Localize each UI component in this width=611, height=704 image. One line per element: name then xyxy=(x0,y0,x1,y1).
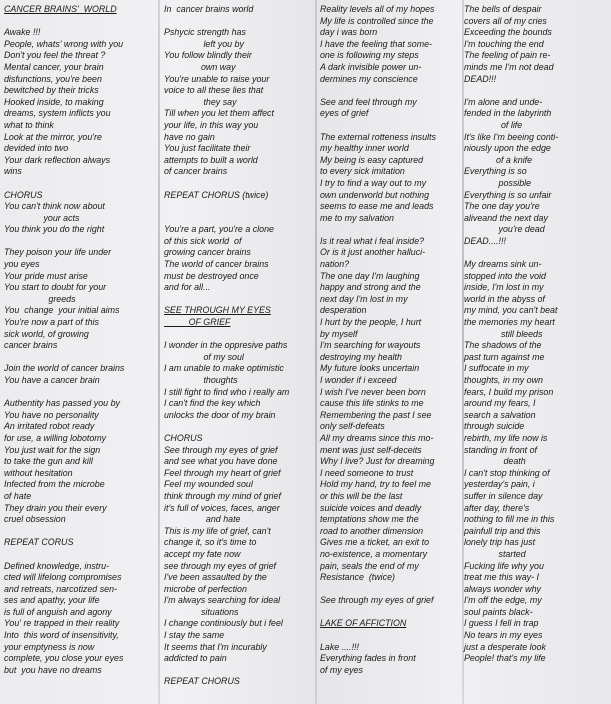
lyric-line: and for all... xyxy=(164,282,211,293)
lyric-line: seems to ease me and leads xyxy=(320,201,434,212)
lyric-line: without hesitation xyxy=(4,467,73,478)
lyric-line xyxy=(4,236,156,248)
lyric-line: You change your initial aims xyxy=(4,305,120,316)
lyric-line xyxy=(320,85,462,97)
lyric-line: you eyes xyxy=(4,259,40,270)
lyric-line: This is my life of grief, can't xyxy=(164,525,271,536)
lyric-line: Till when you let them affect xyxy=(164,108,274,119)
lyric-line: of this sick world of xyxy=(164,235,242,246)
lyric-line: You start to doubt for your xyxy=(4,282,107,293)
lyric-line: still bleeds xyxy=(464,328,543,339)
lyric-line: of cancer brains xyxy=(164,166,228,177)
lyric-line: Hold my hand, try to feel me xyxy=(320,479,431,490)
lyric-line: have no gain xyxy=(164,131,215,142)
lyric-line xyxy=(464,247,608,259)
lyric-line: world in the abyss of xyxy=(464,293,545,304)
lyric-line: unlocks the door of my brain xyxy=(164,409,276,420)
lyric-line: cancer brains xyxy=(4,340,58,351)
lyric-line: one is following my steps xyxy=(320,50,419,61)
lyric-line: possible xyxy=(464,177,532,188)
lyric-line: See through my eyes of grief xyxy=(320,595,434,606)
lyric-line xyxy=(320,224,462,236)
lyric-line: The feeling of pain re- xyxy=(464,50,551,61)
lyric-line: covers all of my cries xyxy=(464,15,547,26)
lyric-line: The bells of despair xyxy=(464,4,542,14)
lyrics-column-3 xyxy=(320,4,462,676)
lyric-line: OF GRIEF xyxy=(164,317,231,328)
page-fold xyxy=(315,0,317,704)
lyric-line: You're a part, you're a clone xyxy=(164,224,274,235)
lyric-line xyxy=(320,584,462,596)
lyric-line: just a desperate look xyxy=(464,641,546,652)
lyric-line: cruel obsession xyxy=(4,514,66,525)
lyric-line: Why I live? Just for dreaming xyxy=(320,456,435,467)
lyric-line: Everything is so xyxy=(464,166,527,177)
lyric-line: I'm always searching for ideal xyxy=(164,595,281,606)
lyric-line: You think you do the right xyxy=(4,224,105,235)
lyric-line: around my fears, I xyxy=(464,398,536,409)
lyric-line: Infected from the microbe xyxy=(4,479,105,490)
lyric-line: pain, seals the end of my xyxy=(320,560,419,571)
lyrics-column-4 xyxy=(464,4,608,665)
lyric-line: Feel through my heart of grief xyxy=(164,467,281,478)
lyric-line: lonely trip has just xyxy=(464,537,536,548)
lyric-line: addicted to pain xyxy=(164,653,227,664)
lyric-line: accept my fate now xyxy=(164,548,241,559)
lyric-line: An irritated robot ready xyxy=(4,421,95,432)
lyric-line: You have no personality xyxy=(4,409,99,420)
lyric-line: It's like I'm beeing conti- xyxy=(464,131,559,142)
lyric-line: You just wait for the sign xyxy=(4,444,101,455)
lyric-line: Everything fades in front xyxy=(320,653,416,664)
lyric-line: started xyxy=(464,548,526,559)
lyric-line: painfull trip and this xyxy=(464,525,541,536)
lyric-line: see through my eyes of grief xyxy=(164,560,276,571)
lyric-line: and see what you have done xyxy=(164,456,278,467)
lyric-line: Hooked inside, to making xyxy=(4,96,104,107)
lyric-line: Mental cancer, your brain xyxy=(4,61,104,72)
lyric-line: I can't find the key which xyxy=(164,398,261,409)
lyric-line: microbe of perfection xyxy=(164,583,247,594)
lyric-line: I stay the same xyxy=(164,630,225,641)
lyric-line: REPEAT CORUS xyxy=(4,537,74,548)
lyric-line: yesterday's pain, i xyxy=(464,479,535,490)
lyric-line: Join the world of cancer brains xyxy=(4,363,125,374)
lyric-line: you're dead xyxy=(464,224,545,235)
lyric-line: they say xyxy=(164,96,237,107)
lyric-line: Look at the mirror, you're xyxy=(4,131,102,142)
lyric-line: desperation xyxy=(320,305,367,316)
lyric-line xyxy=(164,329,314,341)
lyric-line: of a knife xyxy=(464,154,533,165)
lyric-line: eyes of grief xyxy=(320,108,369,119)
lyric-line: Awake !!! xyxy=(4,27,41,38)
lyric-line: and retreats, narcotized sen- xyxy=(4,583,117,594)
lyric-line: my healthy inner world xyxy=(320,143,409,154)
lyric-line xyxy=(164,294,314,306)
lyric-line: I try to find a way out to my xyxy=(320,177,427,188)
lyric-line: You're now a part of this xyxy=(4,317,99,328)
lyric-line: I am unable to make optimistic xyxy=(164,363,284,374)
lyric-line: me to my salvation xyxy=(320,212,394,223)
lyric-line: REPEAT CHORUS (twice) xyxy=(164,189,269,200)
lyric-line xyxy=(4,178,156,190)
lyric-line: A dark invisible power un- xyxy=(320,61,422,72)
lyric-line: Defined knowledge, instru- xyxy=(4,560,110,571)
lyric-line: DEAD!!! xyxy=(464,73,497,84)
lyric-line xyxy=(320,630,462,642)
lyric-line: Feel my wounded soul xyxy=(164,479,253,490)
lyric-line: only self-defeats xyxy=(320,421,385,432)
lyric-line: to take the gun and kill xyxy=(4,456,93,467)
lyric-line: always wonder why xyxy=(464,583,541,594)
lyric-line: My future looks uncertain xyxy=(320,363,420,374)
lyric-line: Fucking life why you xyxy=(464,560,544,571)
lyric-line: I've been assaulted by the xyxy=(164,572,267,583)
lyric-line: People! that's my life xyxy=(464,653,546,664)
lyric-line: My being is easy captured xyxy=(320,154,424,165)
lyric-line: ses and apathy, your life xyxy=(4,595,100,606)
lyric-line: nothing to fill me in this xyxy=(464,514,555,525)
lyric-line: think through my mind of grief xyxy=(164,490,281,501)
lyric-line: I guess I fell in trap xyxy=(464,618,539,629)
lyric-line: suicide voices and deadly xyxy=(320,502,422,513)
lyric-line: It seems that I'm incurably xyxy=(164,641,267,652)
lyric-line: Is it real what i feal inside? xyxy=(320,235,425,246)
lyric-line: of hate xyxy=(4,490,32,501)
lyric-line xyxy=(4,352,156,364)
lyric-line: I change continiously but i feel xyxy=(164,618,283,629)
lyric-line: I wonder if i exceed xyxy=(320,375,397,385)
lyric-line: I'm alone and unde- xyxy=(464,96,543,107)
lyric-line: In cancer brains world xyxy=(164,4,254,14)
lyric-line: it's full of voices, faces, anger xyxy=(164,502,280,513)
lyric-line: past turn against me xyxy=(464,351,545,362)
lyric-line: CANCER BRAINS' WORLD xyxy=(4,4,117,14)
lyric-line: Gives me a ticket, an exit to xyxy=(320,537,430,548)
lyric-line: They drain you their every xyxy=(4,502,107,513)
lyric-line: to every sick imitation xyxy=(320,166,405,177)
lyric-line: your acts xyxy=(4,212,80,223)
lyric-line: situations xyxy=(164,606,239,617)
lyric-line: Everything is so unfair xyxy=(464,189,552,200)
lyric-line: I hurt by the people, I hurt xyxy=(320,317,422,328)
lyric-line: You just facilitate their xyxy=(164,143,251,154)
lyric-line: You have a cancer brain xyxy=(4,375,100,385)
lyric-line: death xyxy=(464,456,526,467)
lyric-line: devided into two xyxy=(4,143,69,154)
lyric-line: growing cancer brains xyxy=(164,247,251,258)
lyric-line: for use, a willing lobotomy xyxy=(4,432,107,443)
lyric-line: The world of cancer brains xyxy=(164,259,269,270)
lyric-line: what to think xyxy=(4,119,54,130)
lyric-line: CHORUS xyxy=(164,432,203,443)
lyric-line: treat me this way- I xyxy=(464,572,539,583)
lyric-line xyxy=(4,526,156,538)
lyric-line: thoughts xyxy=(164,375,238,385)
lyric-line: after day, there's xyxy=(464,502,530,513)
lyric-line: must be destroyed once xyxy=(164,270,259,281)
lyric-line: of my soul xyxy=(164,351,244,362)
lyric-line: Exceeding the bounds xyxy=(464,27,552,38)
lyric-line: All my dreams since this mo- xyxy=(320,432,434,443)
lyric-line: of life xyxy=(464,119,523,130)
lyric-line: aliveand the next day xyxy=(464,212,548,223)
lyric-line: nation? xyxy=(320,259,350,270)
lyric-line: but you have no dreams xyxy=(4,664,102,675)
lyric-line xyxy=(320,120,462,132)
lyric-line: is full of anguish and agony xyxy=(4,606,112,617)
lyric-line xyxy=(164,16,314,28)
lyric-line: Authentity has passed you by xyxy=(4,398,120,409)
lyric-line: search a salvation xyxy=(464,409,536,420)
lyric-line: Remembering the past I see xyxy=(320,409,432,420)
lyric-line xyxy=(164,665,314,677)
lyric-line: day i was born xyxy=(320,27,378,38)
lyric-line: Your dark reflection always xyxy=(4,154,111,165)
lyric-line: The one day you're xyxy=(464,201,540,212)
lyric-line: I need someone to trust xyxy=(320,467,414,478)
lyric-line: LAKE OF AFFICTION xyxy=(320,618,407,629)
lyric-line: People, whats' wrong with you xyxy=(4,38,124,49)
lyric-line: own underworld but nothing xyxy=(320,189,430,200)
lyric-line: change it, so it's time to xyxy=(164,537,257,548)
lyric-line xyxy=(164,201,314,213)
lyric-line: wins xyxy=(4,166,22,177)
lyric-line: by myself xyxy=(320,328,358,339)
lyric-line: cause this life stinks to me xyxy=(320,398,424,409)
lyric-line: own way xyxy=(164,61,236,72)
lyric-line: You follow blindly their xyxy=(164,50,252,61)
lyric-line: and hate xyxy=(164,514,241,525)
lyric-line xyxy=(164,178,314,190)
lyric-line: fears, I build my prison xyxy=(464,386,554,397)
lyric-line xyxy=(320,607,462,619)
lyric-line: complete, you close your eyes xyxy=(4,653,124,664)
lyric-line xyxy=(4,16,156,28)
lyric-line: Your pride must arise xyxy=(4,270,88,281)
lyric-line: thoughts, in my own xyxy=(464,375,543,385)
lyric-line: rebirth, my life now is xyxy=(464,432,548,443)
lyric-line: ment was just self-deceits xyxy=(320,444,422,455)
lyric-line: my mind, you can't beat xyxy=(464,305,558,316)
lyric-line: Resistance (twice) xyxy=(320,572,395,583)
lyric-line: Lake ....!!! xyxy=(320,641,359,652)
lyric-line: You can't think now about xyxy=(4,201,105,212)
lyric-line: of my eyes xyxy=(320,664,363,675)
lyric-line: They poison your life under xyxy=(4,247,112,258)
lyric-line: See and feel through my xyxy=(320,96,417,107)
lyric-line: next day I'm lost in my xyxy=(320,293,408,304)
lyric-line: or this will be the last xyxy=(320,490,403,501)
lyric-line: Don't you feel the threat ? xyxy=(4,50,106,61)
lyric-line: the memories my heart xyxy=(464,317,555,328)
lyric-line: cted will lifelong compromises xyxy=(4,572,122,583)
lyric-line: SEE THROUGH MY EYES xyxy=(164,305,271,316)
lyric-line: sick world, of growing xyxy=(4,328,89,339)
lyric-line: your emptyness is now xyxy=(4,641,95,652)
lyric-line: suffer in silence day xyxy=(464,490,543,501)
lyric-line: fended in the labyrinth xyxy=(464,108,552,119)
lyric-line: stopped into the void xyxy=(464,270,546,281)
lyric-line: The external rotteness insults xyxy=(320,131,436,142)
lyric-line: temptations show me the xyxy=(320,514,419,525)
lyric-line: attempts to built a world xyxy=(164,154,258,165)
lyric-line: I'm touching the end xyxy=(464,38,544,49)
lyric-line: See through my eyes of grief xyxy=(164,444,278,455)
lyric-line: inside, I'm lost in my xyxy=(464,282,544,293)
lyric-line: My dreams sink un- xyxy=(464,259,542,270)
lyric-line: voice to all these lies that xyxy=(164,85,264,96)
lyric-line: bewitched by their tricks xyxy=(4,85,99,96)
lyric-line xyxy=(4,549,156,561)
lyric-line: You're unable to raise your xyxy=(164,73,270,84)
lyric-line: No tears in my eyes xyxy=(464,630,543,641)
page-fold xyxy=(158,0,160,704)
lyric-line: Pshycic strength has xyxy=(164,27,246,38)
lyric-line: left you by xyxy=(164,38,244,49)
lyric-line: I wish I've never been born xyxy=(320,386,426,397)
lyric-line: destroying my health xyxy=(320,351,402,362)
lyric-line: Or is it just another halluci- xyxy=(320,247,426,258)
lyric-line: The one day I'm laughing xyxy=(320,270,420,281)
lyric-line: I'm searching for wayouts xyxy=(320,340,421,351)
lyric-line xyxy=(4,387,156,399)
lyric-line xyxy=(164,213,314,225)
lyric-line: CHORUS xyxy=(4,189,43,200)
lyric-line: dreams, system inflicts you xyxy=(4,108,111,119)
lyrics-column-1 xyxy=(4,4,156,676)
lyric-line: Into this word of insensitivity, xyxy=(4,630,119,641)
lyric-line: I'm off the edge, my xyxy=(464,595,542,606)
lyric-line: DEAD....!!! xyxy=(464,235,506,246)
lyric-line: I wonder in the oppresive paths xyxy=(164,340,288,351)
lyric-line: I have the feeling that some- xyxy=(320,38,432,49)
lyric-line: I can't stop thinking of xyxy=(464,467,550,478)
lyric-line: REPEAT CHORUS xyxy=(164,676,240,687)
lyric-line: You' re trapped in their reality xyxy=(4,618,120,629)
lyric-line: dermines my conscience xyxy=(320,73,418,84)
lyric-line: I suffocate in my xyxy=(464,363,529,374)
lyric-line: My life is controlled since the xyxy=(320,15,434,26)
lyric-line: niously upon the edge xyxy=(464,143,551,154)
lyric-line: soul paints black- xyxy=(464,606,533,617)
lyric-line xyxy=(164,421,314,433)
lyric-line: I still fight to find who i really am xyxy=(164,386,290,397)
lyric-line: through suicide xyxy=(464,421,525,432)
lyric-line xyxy=(464,85,608,97)
lyric-line: The shadows of the xyxy=(464,340,542,351)
lyric-line: no-existence, a momentary xyxy=(320,548,428,559)
lyric-line: standing in front of xyxy=(464,444,538,455)
lyric-line: minds me I'm not dead xyxy=(464,61,554,72)
lyric-line: road to another dimension xyxy=(320,525,424,536)
lyric-line: disfunctions, you're been xyxy=(4,73,102,84)
lyric-line: Reality levels all of my hopes xyxy=(320,4,435,14)
lyric-line: happy and strong and the xyxy=(320,282,421,293)
lyric-line: your life, in this way you xyxy=(164,119,259,130)
lyric-line: greeds xyxy=(4,293,76,304)
lyrics-column-2 xyxy=(164,4,314,688)
